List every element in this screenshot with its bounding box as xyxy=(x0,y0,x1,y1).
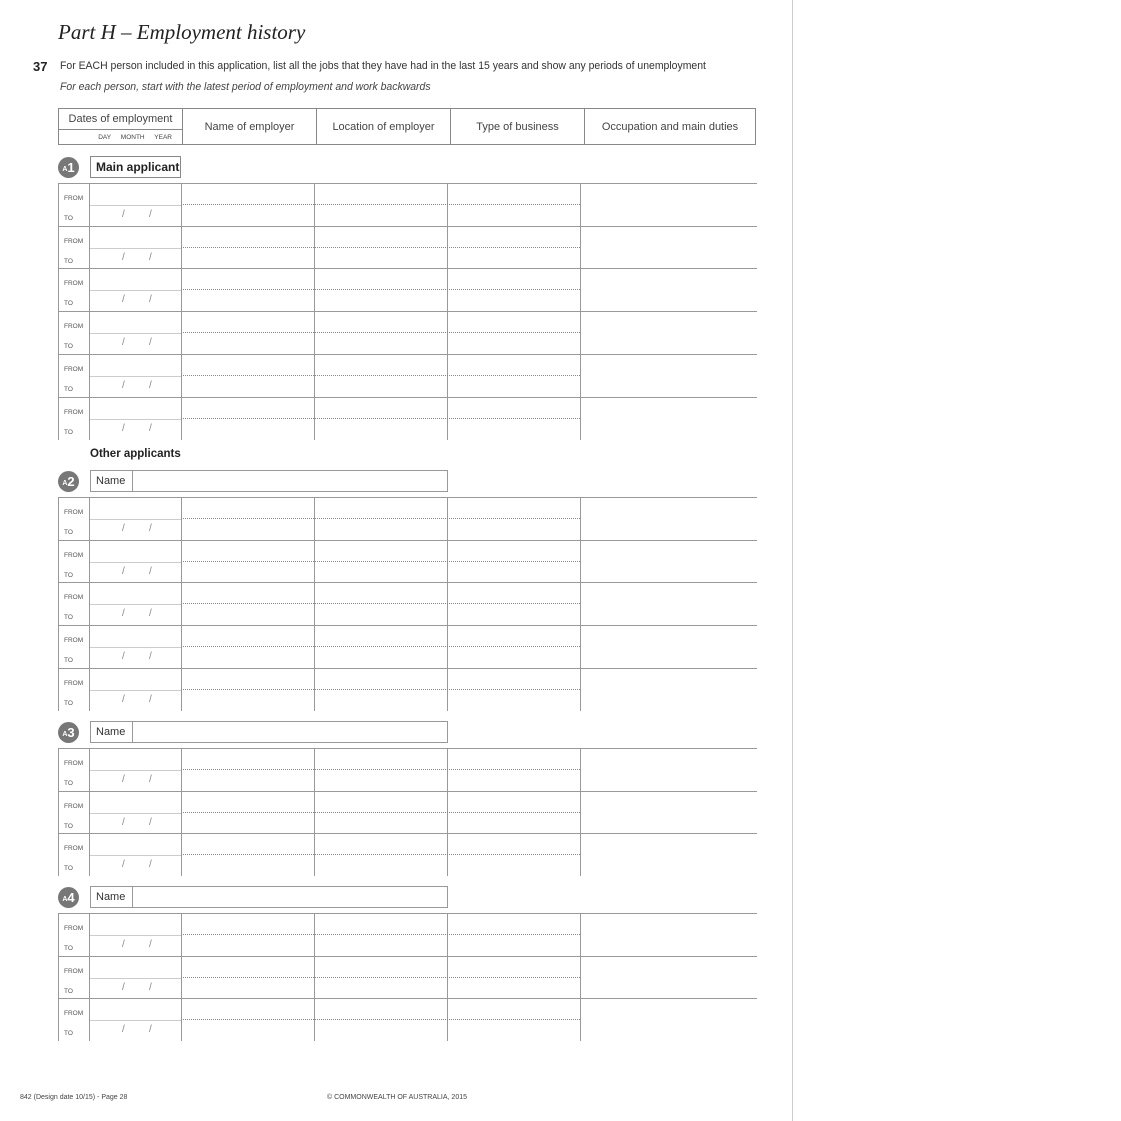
footer-center: © COMMONWEALTH OF AUSTRALIA, 2015 xyxy=(327,1094,467,1101)
to-label: TO xyxy=(64,657,73,665)
from-label: FROM xyxy=(64,760,84,767)
to-label: TO xyxy=(64,614,73,622)
row-labels xyxy=(58,834,90,876)
col-line xyxy=(314,227,315,269)
date-slash: / xyxy=(122,693,125,705)
employment-row[interactable] xyxy=(58,397,757,440)
date-field[interactable] xyxy=(90,978,181,1000)
col-line xyxy=(181,914,182,956)
col-line xyxy=(181,749,182,791)
col-line xyxy=(181,269,182,311)
col-line xyxy=(181,498,182,540)
date-field[interactable] xyxy=(90,813,181,835)
date-slash: / xyxy=(149,565,152,577)
col-line xyxy=(447,669,448,711)
employment-row[interactable] xyxy=(58,625,757,668)
applicant-name-field[interactable] xyxy=(90,470,448,492)
date-slash: / xyxy=(122,939,125,950)
col-line xyxy=(314,957,315,999)
date-field[interactable] xyxy=(90,604,181,626)
to-label: TO xyxy=(64,571,73,579)
employment-row[interactable] xyxy=(58,540,757,583)
date-field[interactable] xyxy=(90,248,181,270)
date-slash: / xyxy=(149,774,152,785)
col-line xyxy=(314,184,315,226)
applicant-badge: A 3 xyxy=(58,722,79,743)
col-line xyxy=(181,184,182,226)
row-labels xyxy=(58,669,90,711)
employment-row[interactable] xyxy=(58,268,757,311)
date-field[interactable] xyxy=(90,647,181,669)
col-line xyxy=(181,626,182,668)
col-line xyxy=(580,583,581,625)
date-slash: / xyxy=(149,859,152,871)
date-slash: / xyxy=(149,523,152,534)
other-applicants-heading: Other applicants xyxy=(90,448,181,460)
to-label: TO xyxy=(64,343,73,351)
dotted-line xyxy=(181,934,580,935)
col-line xyxy=(181,792,182,834)
date-field[interactable] xyxy=(90,855,181,877)
col-line xyxy=(314,355,315,397)
from-label: FROM xyxy=(64,509,84,516)
col-line xyxy=(314,626,315,668)
from-label: FROM xyxy=(64,845,84,853)
col-line xyxy=(314,834,315,876)
date-field[interactable] xyxy=(90,205,181,227)
col-line xyxy=(580,914,581,956)
col-line xyxy=(580,312,581,354)
from-label: FROM xyxy=(64,1010,84,1018)
row-labels xyxy=(58,398,90,440)
row-labels xyxy=(58,227,90,269)
date-field[interactable] xyxy=(90,376,181,398)
from-label: FROM xyxy=(64,237,84,245)
col-line xyxy=(580,792,581,834)
date-slash: / xyxy=(149,816,152,828)
to-label: TO xyxy=(64,1030,73,1038)
date-slash: / xyxy=(149,693,152,705)
employment-row[interactable] xyxy=(58,311,757,354)
col-line xyxy=(181,227,182,269)
to-label: TO xyxy=(64,822,73,830)
employment-row[interactable] xyxy=(58,833,757,876)
dotted-line xyxy=(181,332,580,333)
col-line xyxy=(447,749,448,791)
date-slash: / xyxy=(149,1024,152,1036)
to-label: TO xyxy=(64,987,73,995)
date-slash: / xyxy=(122,859,125,871)
main-applicant-label: Main applicant xyxy=(90,156,181,178)
question-number: 37 xyxy=(33,59,48,74)
col-line xyxy=(314,792,315,834)
col-line xyxy=(314,541,315,583)
col-line xyxy=(181,312,182,354)
employment-row[interactable] xyxy=(58,183,757,226)
col-line xyxy=(447,914,448,956)
from-label: FROM xyxy=(64,967,84,975)
col-line xyxy=(580,227,581,269)
col-line xyxy=(314,749,315,791)
employment-row[interactable] xyxy=(58,913,757,956)
dotted-line xyxy=(181,854,580,855)
date-slash: / xyxy=(149,209,152,220)
header-dates xyxy=(59,109,183,144)
col-line xyxy=(580,749,581,791)
dotted-line xyxy=(181,375,580,376)
col-line xyxy=(447,583,448,625)
date-slash: / xyxy=(122,523,125,534)
applicant-badge: A 1 xyxy=(58,157,79,178)
from-label: FROM xyxy=(64,594,84,602)
col-line xyxy=(447,999,448,1041)
col-line xyxy=(181,541,182,583)
col-line xyxy=(314,669,315,711)
col-line xyxy=(447,398,448,440)
applicant-name-field[interactable] xyxy=(90,721,448,743)
from-label: FROM xyxy=(64,551,84,559)
header-location: Location of employer xyxy=(317,109,451,144)
to-label: TO xyxy=(64,529,73,536)
col-line xyxy=(447,227,448,269)
from-label: FROM xyxy=(64,679,84,687)
col-line xyxy=(181,355,182,397)
employment-row[interactable] xyxy=(58,226,757,269)
date-slash: / xyxy=(149,294,152,306)
dotted-line xyxy=(181,204,580,205)
date-slash: / xyxy=(122,608,125,620)
col-line xyxy=(447,312,448,354)
col-line xyxy=(314,498,315,540)
col-line xyxy=(447,355,448,397)
row-labels xyxy=(58,792,90,834)
employment-row[interactable] xyxy=(58,791,757,834)
date-field[interactable] xyxy=(90,935,181,957)
date-slash: / xyxy=(122,379,125,391)
header-occupation: Occupation and main duties xyxy=(601,120,739,133)
date-slash: / xyxy=(122,1024,125,1036)
row-labels xyxy=(58,749,90,791)
from-label: FROM xyxy=(64,802,84,810)
employment-row[interactable] xyxy=(58,668,757,711)
header-business: Type of business xyxy=(451,109,585,144)
dotted-line xyxy=(181,1019,580,1020)
col-line xyxy=(580,834,581,876)
date-field[interactable] xyxy=(90,690,181,712)
date-slash: / xyxy=(149,422,152,434)
col-line xyxy=(447,834,448,876)
date-slash: / xyxy=(149,651,152,663)
col-line xyxy=(447,269,448,311)
table-header xyxy=(58,108,756,145)
to-label: TO xyxy=(64,699,73,707)
date-slash: / xyxy=(149,379,152,391)
employment-row[interactable] xyxy=(58,956,757,999)
employment-row[interactable] xyxy=(58,998,757,1041)
col-line xyxy=(580,498,581,540)
row-labels xyxy=(58,914,90,956)
applicant-name-field[interactable] xyxy=(90,886,448,908)
header-dates-label: Dates of employment xyxy=(59,109,182,130)
question-text: For EACH person included in this application, list all the jobs that they have had in the last 15 years and show any periods of unemployment xyxy=(60,60,706,72)
date-slash: / xyxy=(122,337,125,349)
date-slash: / xyxy=(122,294,125,306)
col-line xyxy=(314,269,315,311)
dotted-line xyxy=(181,769,580,770)
page-title: Part H – Employment history xyxy=(58,20,306,44)
question-subtext: For each person, start with the latest period of employment and work backwards xyxy=(60,81,431,93)
to-label: TO xyxy=(64,945,73,952)
date-field[interactable] xyxy=(90,519,181,541)
dotted-line xyxy=(181,812,580,813)
employment-row[interactable] xyxy=(58,354,757,397)
from-label: FROM xyxy=(64,323,84,331)
date-field[interactable] xyxy=(90,562,181,584)
from-label: FROM xyxy=(64,195,84,202)
dotted-line xyxy=(181,518,580,519)
col-line xyxy=(580,669,581,711)
footer-left: 842 (Design date 10/15) - Page 28 xyxy=(20,1094,128,1101)
to-label: TO xyxy=(64,780,73,787)
dotted-line xyxy=(181,247,580,248)
row-labels xyxy=(58,312,90,354)
col-line xyxy=(580,398,581,440)
col-line xyxy=(447,498,448,540)
to-label: TO xyxy=(64,385,73,393)
date-slash: / xyxy=(122,651,125,663)
row-labels xyxy=(58,957,90,999)
date-slash: / xyxy=(149,337,152,349)
col-line xyxy=(314,398,315,440)
header-employer: Name of employer xyxy=(183,109,317,144)
employment-row[interactable] xyxy=(58,497,757,540)
row-labels xyxy=(58,355,90,397)
dotted-line xyxy=(181,289,580,290)
col-line xyxy=(580,957,581,999)
from-label: FROM xyxy=(64,925,84,932)
date-slash: / xyxy=(122,209,125,220)
name-label: Name xyxy=(91,722,133,742)
date-slash: / xyxy=(149,251,152,263)
row-labels xyxy=(58,999,90,1041)
col-line xyxy=(580,269,581,311)
applicant-badge: A 4 xyxy=(58,887,79,908)
row-labels xyxy=(58,626,90,668)
col-line xyxy=(580,999,581,1041)
col-line xyxy=(447,626,448,668)
to-label: TO xyxy=(64,428,73,436)
row-labels xyxy=(58,269,90,311)
date-slash: / xyxy=(122,816,125,828)
col-line xyxy=(314,583,315,625)
row-labels xyxy=(58,184,90,226)
date-field[interactable] xyxy=(90,419,181,441)
dotted-line xyxy=(181,646,580,647)
col-line xyxy=(181,398,182,440)
date-field[interactable] xyxy=(90,770,181,792)
dotted-line xyxy=(181,689,580,690)
date-slash: / xyxy=(122,981,125,993)
to-label: TO xyxy=(64,257,73,265)
from-label: FROM xyxy=(64,408,84,416)
from-label: FROM xyxy=(64,365,84,373)
dotted-line xyxy=(181,418,580,419)
col-line xyxy=(181,957,182,999)
col-line xyxy=(580,541,581,583)
date-slash: / xyxy=(149,608,152,620)
dotted-line xyxy=(181,603,580,604)
date-slash: / xyxy=(122,565,125,577)
col-line xyxy=(181,999,182,1041)
col-line xyxy=(447,957,448,999)
dotted-line xyxy=(181,561,580,562)
row-labels xyxy=(58,498,90,540)
employment-row[interactable] xyxy=(58,582,757,625)
page-divider xyxy=(792,0,793,1121)
to-label: TO xyxy=(64,865,73,873)
from-label: FROM xyxy=(64,637,84,645)
date-field[interactable] xyxy=(90,1020,181,1042)
col-line xyxy=(181,583,182,625)
from-label: FROM xyxy=(64,280,84,288)
name-label: Name xyxy=(91,887,133,907)
col-line xyxy=(580,626,581,668)
header-date-sub: DAY MONTH YEAR xyxy=(98,133,172,141)
row-labels xyxy=(58,583,90,625)
to-label: TO xyxy=(64,300,73,308)
date-slash: / xyxy=(122,422,125,434)
col-line xyxy=(314,312,315,354)
date-slash: / xyxy=(149,939,152,950)
name-label: Name xyxy=(91,471,133,491)
applicant-badge: A 2 xyxy=(58,471,79,492)
col-line xyxy=(447,184,448,226)
col-line xyxy=(181,669,182,711)
date-slash: / xyxy=(149,981,152,993)
col-line xyxy=(314,914,315,956)
col-line xyxy=(447,541,448,583)
row-labels xyxy=(58,541,90,583)
col-line xyxy=(580,355,581,397)
date-field[interactable] xyxy=(90,290,181,312)
dotted-line xyxy=(181,977,580,978)
employment-row[interactable] xyxy=(58,748,757,791)
date-slash: / xyxy=(122,251,125,263)
col-line xyxy=(447,792,448,834)
col-line xyxy=(181,834,182,876)
date-field[interactable] xyxy=(90,333,181,355)
col-line xyxy=(580,184,581,226)
date-slash: / xyxy=(122,774,125,785)
col-line xyxy=(314,999,315,1041)
to-label: TO xyxy=(64,215,73,222)
